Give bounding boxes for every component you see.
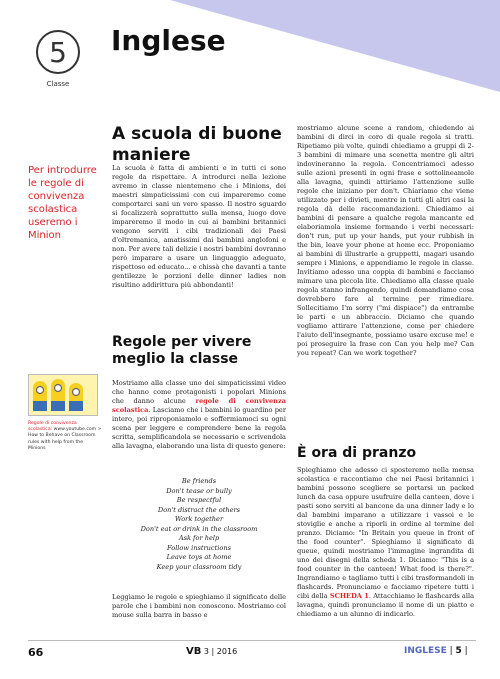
- rules-list: [112, 477, 286, 572]
- footer-class-number: 5: [455, 646, 462, 656]
- minions-image: [29, 375, 98, 416]
- thumbnail-caption: [28, 421, 102, 452]
- section-heading-rules: Regole per vivere meglio la classe: [112, 334, 252, 367]
- footer-subject-name: INGLESE: [404, 646, 447, 656]
- thumbnail-caption-text: www.youtube.com > How to Behave on Classroom rules with help from the Minions: [28, 427, 102, 451]
- class-number-badge: 5: [36, 30, 80, 74]
- activity-paragraph: mostriamo alcune scene a random, chiedendo ai bambini di dirci in coro di quale regola si tratti. Ripetiamo più volte, quindi chiediamo a gruppi di 2-3 bambini di mimare una scenetta mentre gli altri indovineranno la regola. Concentriamoci adesso sulle azioni presenti in ogni frase e sottolineamole alla lavagna, quindi attiriamo l'attenzione sulle regole che iniziano per don't. Chiariamo che viene utilizzato per i divieti, mentre in tutti gli altri casi la regola dà delle raccomandazioni. Chiediamo ai bambini di pensare a qualche regola mancante ed elaboriamola insieme formando i verbi necessari: don't run, put up your hands, put your rubbish in the bin, leave your phone at home ecc. Proponiamo ai bambini di illustrarle a gruppetti, magari usando sempre i Minions, e appendiamo le regole in classe. Invitiamo adesso una coppia di bambini e facciamo mimare una piccola lite. Chiediamo alla classe quale regola stanno infrangendo, quindi domandiamo cosa dovrebbero fare al termine per rimediare. Sollecitiamo I'm sorry ("mi dispiace") da entrambe le parti e un abbraccio. Diciamo che quando vogliamo attirare l'attenzione, come per chiedere l'aiuto dell'insegnante, possiamo usare excuse me! e poi proseguire la frase con Can you help me? Can you repeat? Can we work together?: [297, 124, 474, 357]
- section-heading-lunch: È ora di pranzo: [297, 445, 417, 461]
- video-thumbnail[interactable]: [28, 374, 98, 416]
- footer-subject: INGLESE | 5 |: [404, 646, 468, 656]
- subject-title: Inglese: [111, 24, 226, 57]
- lunch-text-start: Spieghiamo che adesso ci sposteremo nella mensa scolastica e raccontiamo che nei Paesi britannici i bambini possono scegliere se portarsi un packed lunch da casa oppure usufruire della canteen, dove i pasti sono serviti al bancone da una dinner lady e lo dal bambini imparano a utilizzare i vassoi e le stoviglie e anche a riporli in ordine al termine del pranzo. Diciamo: "In Britain you queue in front of the food counter". Spieghiamo il significato di queue, quindi mostriamo l'immagine ingrandita di uno dei disegni della scheda 1. Diciamo: "This is a food counter in the canteen! What food is there?". Ingrandiamo e tagliamo tutti i cibi trasformandoli in flashcards. Pronunciamo e facciamo ripetere tutti i cibi della: [297, 466, 474, 600]
- rule-item: Keep your classroom tidy: [156, 562, 242, 571]
- lunch-text-end: . Attacchiamo le flashcards alla lavagna, quindi pronunciamo il nome di un piatto e chiediamo a un alunno di indicarlo.: [297, 592, 474, 618]
- rules-intro-start: Mostriamo alla classe uno dei simpaticissimi video che hanno come protagonisti i popolari Minions che danno alcune: [112, 379, 286, 405]
- magazine-issue: [186, 646, 237, 657]
- intro-paragraph: La scuola è fatta di ambienti e in tutti ci sono regole da rispettare. A introdurci nella lezione avremo in classe nientemeno che i Minions, dei maestri simpaticissimi con cui impareremo come comportarci sani un vero spasso. Il nostro sguardo si focalizzerà soprattutto sulla mensa, luogo dove impareremo il modo in cui ai bambini britannici vengono serviti i cibi tradizionali dei Paesi d'oltremanica, amatissimi dai bambini anglofoni e non. Per avere tali delizie i nostri bambini dovranno però imparare a usare un linguaggio adeguato, rispettoso ed educato... e chissà che davanti a tante gentilezze le porzioni delle dinner ladies non risultino addirittura più abbondanti!: [112, 164, 286, 289]
- sidebar-intro: Per introdurre le regole di convivenza scolastica useremo i Minion: [28, 165, 97, 241]
- explain-paragraph: Leggiamo le regole e spieghiamo il significato delle parole che i bambini non conoscono. Mostriamo col mouse sulla barra in basso e: [112, 593, 286, 619]
- worksheet-reference: SCHEDA 1: [329, 592, 369, 600]
- article-title: A scuola di buone maniere: [112, 124, 282, 165]
- rule-item: Work together: [174, 515, 224, 523]
- rule-item: Ask for help: [178, 534, 220, 542]
- class-label: Classe: [46, 80, 70, 88]
- magazine-logo: VB: [186, 646, 202, 657]
- rule-item: Don't tease or bully: [166, 486, 232, 495]
- rules-video-link[interactable]: regole di convivenza scolastica: [112, 397, 286, 414]
- page-header: [0, 0, 500, 92]
- rule-item: Be friends: [181, 477, 217, 485]
- rule-item: Don't eat or drink in the classroom: [140, 524, 258, 533]
- rule-item: Be respectful: [176, 496, 222, 504]
- rule-item: Leave toys at home: [166, 553, 232, 561]
- rule-item: Don't distract the others: [157, 505, 241, 514]
- rules-intro-end: . Lasciamo che i bambini lo guardino per intero, poi riproponiamolo e soffermiamoci su ogni scena per leggere e comprendere bene la regola scritta, semplificandola se necessario e scrivendola alla lavagna, elaborando una lista di questo genere:: [112, 406, 286, 450]
- rule-item: Follow instructions: [167, 543, 231, 552]
- footer-divider: [28, 640, 476, 641]
- lunch-paragraph: [297, 466, 474, 619]
- issue-number: 3 | 2016: [203, 647, 238, 656]
- rules-intro-paragraph: [112, 379, 286, 451]
- thumbnail-caption-title: Regole di convivenza scolastica:: [28, 421, 77, 433]
- page-number: 66: [28, 646, 44, 659]
